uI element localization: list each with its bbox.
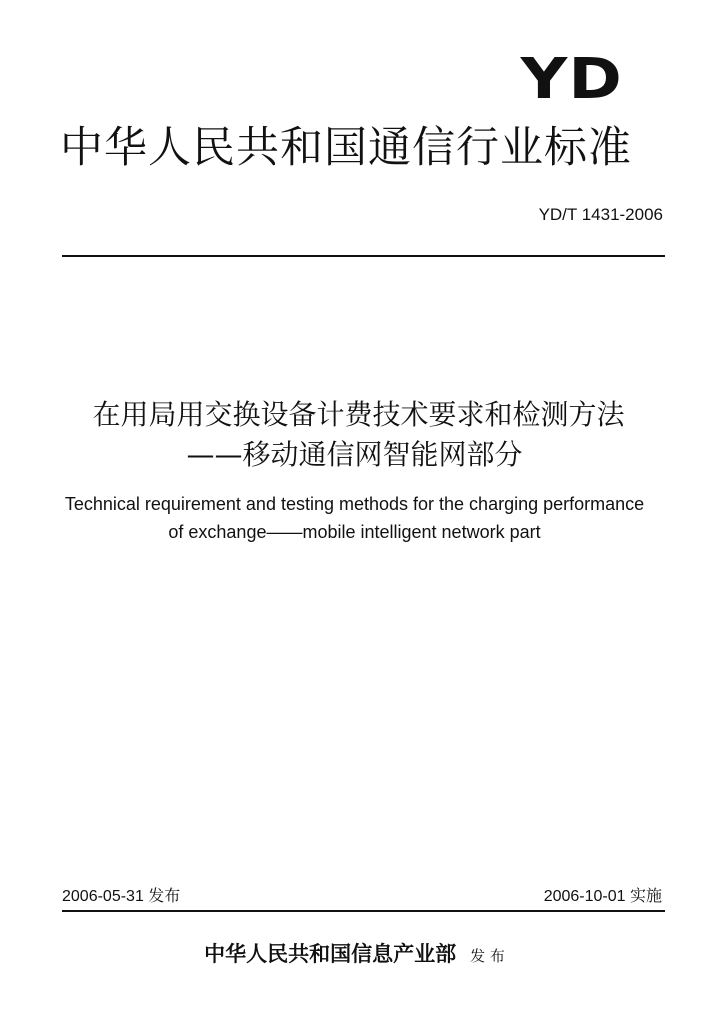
standard-category-title: 中华人民共和国通信行业标准 <box>60 123 632 173</box>
standard-number: YD/T 1431-2006 <box>538 205 663 224</box>
publish-label: 发 布 <box>470 947 505 965</box>
chinese-title-line-1: 在用局用交换设备计费技术要求和检测方法 <box>92 398 625 431</box>
bottom-divider <box>62 910 665 912</box>
implementation-date: 2006-10-01 实施 <box>543 888 662 905</box>
yd-logo: YD <box>520 47 623 112</box>
english-title-line-2: of exchange——mobile intelligent network part <box>168 522 541 542</box>
publisher-organization: 中华人民共和国信息产业部 <box>204 941 457 966</box>
chinese-title-line-2: ——移动通信网智能网部分 <box>186 438 523 471</box>
top-divider <box>62 255 665 257</box>
issue-date: 2006-05-31 发布 <box>62 888 181 905</box>
publisher-line <box>0 940 709 970</box>
english-title-line-1: Technical requirement and testing methods for the charging performance <box>64 494 645 514</box>
